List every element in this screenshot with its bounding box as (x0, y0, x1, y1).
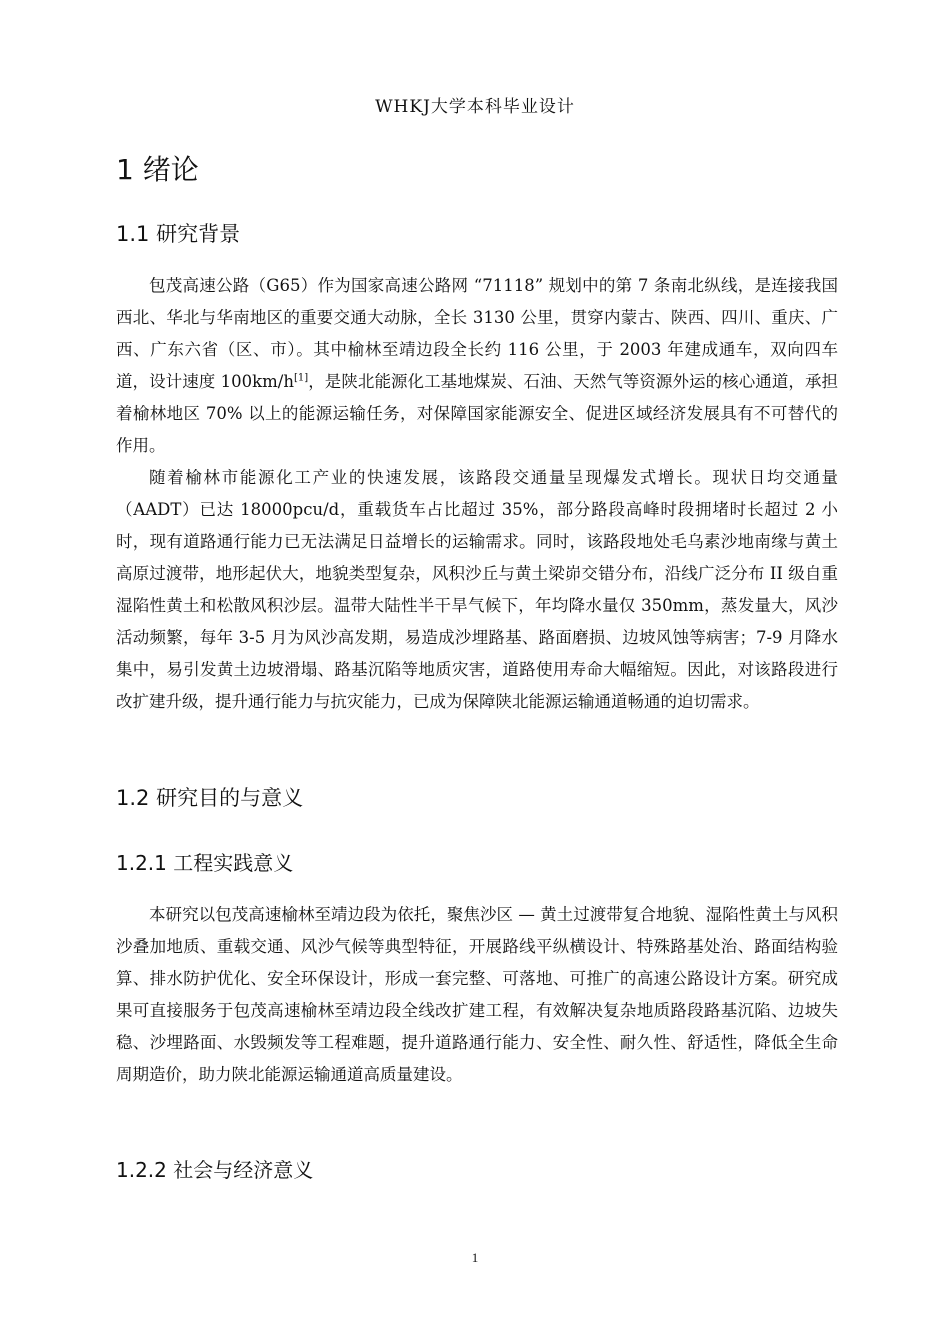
subsection-heading-1-2-1: 1.2.1 工程实践意义 (116, 851, 294, 875)
running-header: WHKJ大学本科毕业设计 (375, 97, 575, 117)
paragraph-background-1 (116, 270, 838, 462)
section-heading-1-1: 1.1 研究背景 (116, 222, 241, 246)
paragraph-engineering-significance: 本研究以包茂高速榆林至靖边段为依托，聚焦沙区 — 黄土过渡带复合地貌、湿陷性黄土与风积沙叠加地质、重载交通、风沙气候等典型特征，开展路线平纵横设计、特殊路基处治、路面结构验算、排水防护优化、安全环保设计，形成一套完整、可落地、可推广的高速公路设计方案。研究成果可直接服务于包茂高速榆林至靖边段全线改扩建工程，有效解决复杂地质路段路基沉陷、边坡失稳、沙埋路面、水毁频发等工程难题，提升道路通行能力、安全性、耐久性、舒适性，降低全生命周期造价，助力陕北能源运输通道高质量建设。 (116, 905, 838, 1084)
paragraph-text: ，是陕北能源化工基地煤炭、石油、天然气等资源外运的核心通道，承担着榆林地区 70% 以上的能源运输任务，对保障国家能源安全、促进区域经济发展具有不可替代的作用。 (116, 372, 839, 455)
chapter-title: 1 绪论 (116, 153, 199, 186)
page-number: 1 (471, 1250, 479, 1265)
section-heading-1-2: 1.2 研究目的与意义 (116, 786, 304, 810)
paragraph-background-2: 随着榆林市能源化工产业的快速发展，该路段交通量呈现爆发式增长。现状日均交通量（AADT）已达 18000pcu/d，重载货车占比超过 35%，部分路段高峰时段拥堵时长超过 2 小时，现有道路通行能力已无法满足日益增长的运输需求。同时，该路段地处毛乌素沙地南缘与黄土高原过渡带，地形起伏大，地貌类型复杂，风积沙丘与黄土梁峁交错分布，沿线广泛分布 II 级自重湿陷性黄土和松散风积沙层。温带大陆性半干旱气候下，年均降水量仅 350mm，蒸发量大，风沙活动频繁，每年 3-5 月为风沙高发期，易造成沙埋路基、路面磨损、边坡风蚀等病害；7-9 月降水集中，易引发黄土边坡滑塌、路基沉陷等地质灾害，道路使用寿命大幅缩短。因此，对该路段进行改扩建升级，提升通行能力与抗灾能力，已成为保障陕北能源运输通道畅通的迫切需求。 (116, 468, 838, 711)
paragraph-text: 包茂高速公路（G65）作为国家高速公路网 “71118” 规划中的第 7 条南北纵线，是连接我国西北、华北与华南地区的重要交通大动脉，全长 3130 公里，贯穿内蒙古、陕西、四川、重庆、广西、广东六省（区、市）。其中榆林至靖边段全长约 116 公里，于 2003 年建成通车，双向四车道，设计速度 100km/h (116, 276, 838, 391)
citation-marker: [1] (293, 372, 309, 384)
subsection-heading-1-2-2: 1.2.2 社会与经济意义 (116, 1158, 314, 1182)
